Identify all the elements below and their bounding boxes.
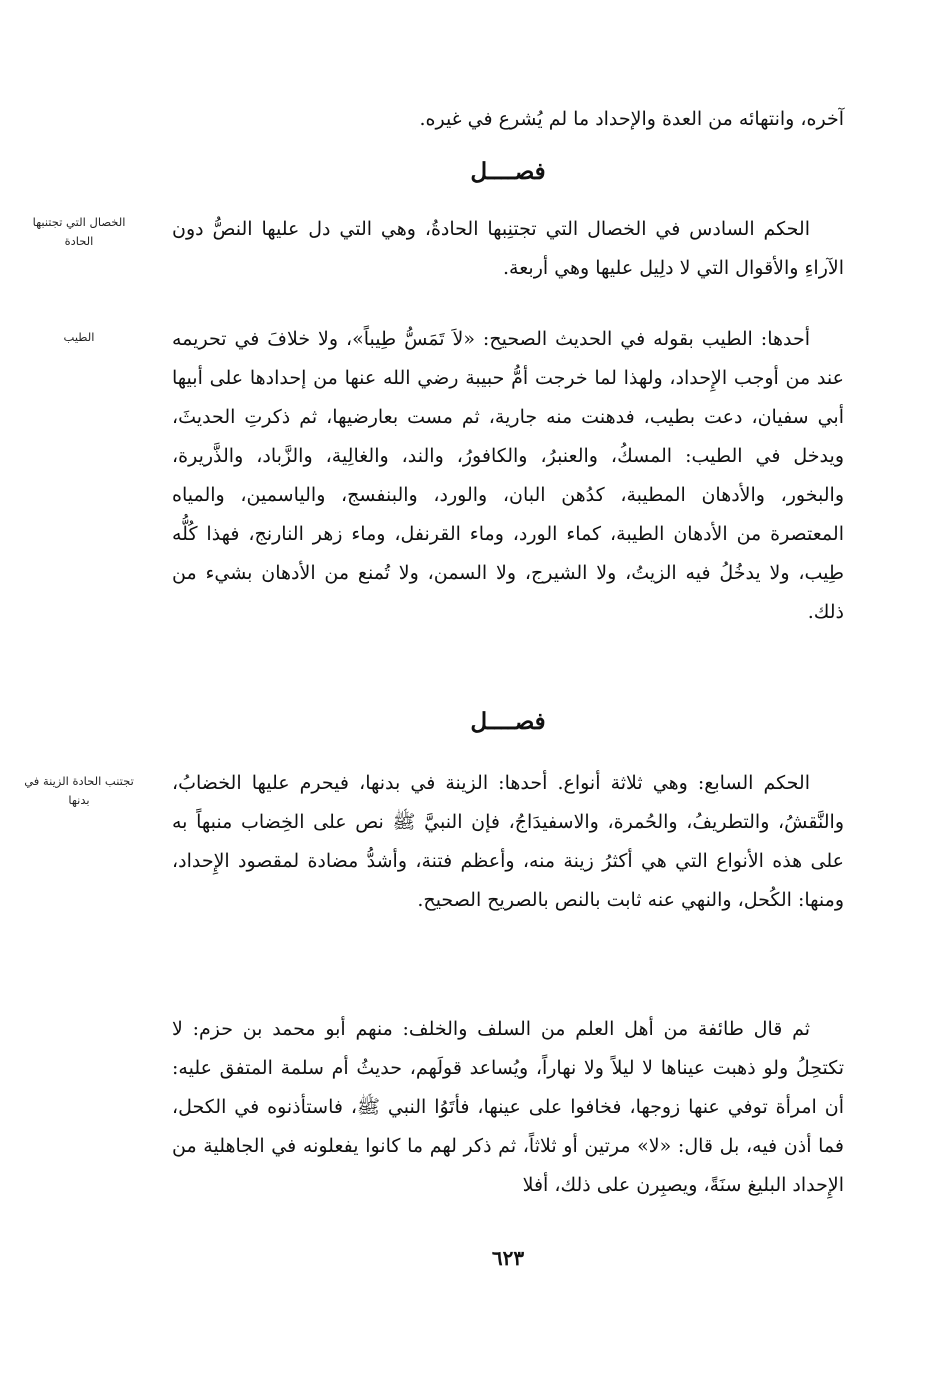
- section7-text: الحكم السابع: وهي ثلاثة أنواع. أحدها: الزينة في بدنها، فيحرم عليها الخضابُ، والنَّقشُ، والتطريفُ، والحُمرة، والاسفيدَاجُ، فإن النبيَّ ﷺ نص على الخِضاب منبهاً به على هذه الأنواع التي هي أكثرُ زينة منه، وأعظم فتنة، وأشدُّ مضادة لمقصود الإِحداد، ومنها: الكُحل، والنهي عنه ثابت بالنص بالصريح الصحيح.: [172, 772, 844, 911]
- top-continuation-line: [172, 100, 844, 139]
- kohl-paragraph: [172, 1010, 844, 1205]
- margin-note-forbidden-traits: الخصال التي تجتنبها الحادة: [32, 215, 126, 248]
- continuation-text: آخره، وانتهائه من العدة والإحداد ما لم يُشرع في غيره.: [419, 108, 844, 130]
- page-number: ٦٢٣: [491, 1246, 525, 1270]
- margin-note-perfume: الطيب: [63, 330, 95, 344]
- section-heading-2: فصــــل: [470, 708, 546, 735]
- section-heading-1: فصــــل: [470, 158, 546, 185]
- perfume-text: أحدها: الطيب بقوله في الحديث الصحيح: «لاَ تَمَسُّ طِيباً»، ولا خلافَ في تحريمه عند من أوجب الإِحداد، ولهذا لما خرجت أمُّ حبيبة رضي الله عنها من إحدادها على أبيها أبي سفيان، دعت بطيب، فدهنت منه جارية، ثم مست بعارضيها، ثم ذكرتِ الحديثَ، ويدخل في الطيب: المسكُ، والعنبرُ، والكافورُ، والند، والغالِية، والزَّباد، والذَّريرة، والبخور، والأدهان المطيبة، كدُهن البان، والورد، والبنفسج، والياسمين، والمياه المعتصرة من الأدهان الطيبة، كماء الورد، وماء القرنفل، وماء زهر النارنج، فهذا كُلُّه طِيب، ولا يدخُلُ فيه الزيتُ، ولا الشيرج، ولا السمن، ولا تُمنع من الأدهان بشيء من ذلك.: [172, 328, 844, 623]
- section7-paragraph: [172, 764, 844, 920]
- section6-paragraph: [172, 210, 844, 288]
- section6-text: الحكم السادس في الخصال التي تجتنِبها الحادةُ، وهي التي دل عليها النصُّ دون الآراءِ والأقوال التي لا دلِيل عليها وهي أربعة.: [172, 218, 844, 279]
- kohl-text: ثم قال طائفة من أهل العلم من السلف والخلف: منهم أبو محمد بن حزم: لا تكتحِلُ ولو ذهبت عيناها لا ليلاً ولا نهاراً، ويُساعد قولَهم، حديثُ أم سلمة المتفق عليه: أن امرأة توفي عنها زوجها، فخافوا على عينها، فأتَوُا النبي ﷺ، فاستأذنوه في الكحل، فما أذن فيه، بل قال: «لا» مرتين أو ثلاثاً، ثم ذكر لهم ما كانوا يفعلونه في الجاهلية من الإِحداد البليغ سنَةً، ويصبِرن على ذلك، أفلا: [172, 1018, 844, 1196]
- margin-note-body-adornment: تجتنب الحادة الزينة في بدنها: [24, 774, 134, 807]
- perfume-paragraph: [172, 320, 844, 632]
